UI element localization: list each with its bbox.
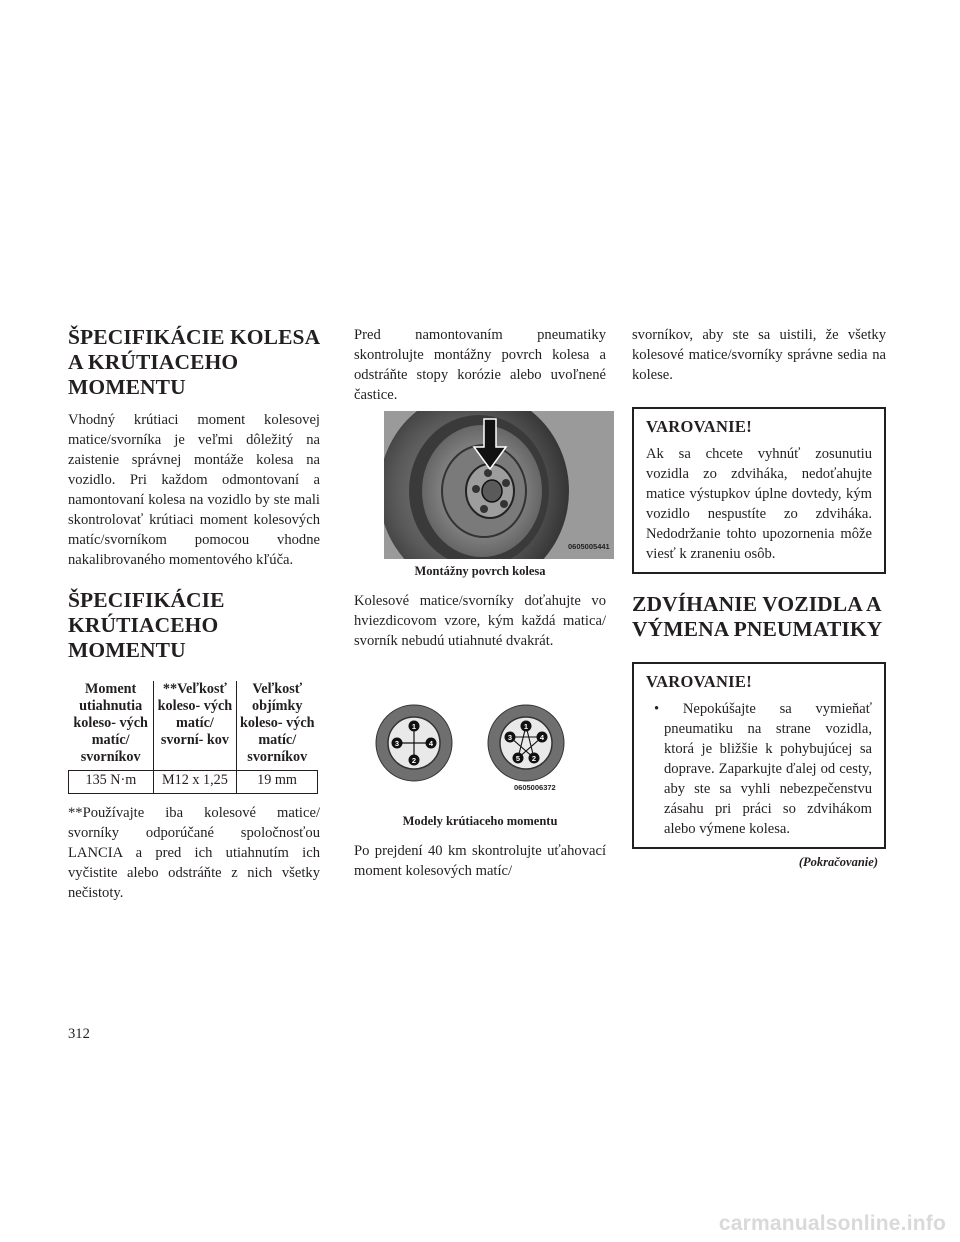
- lug-label: 1: [523, 722, 529, 731]
- lug-label: 3: [394, 739, 400, 748]
- section-heading: ŠPECIFIKÁCIE KOLESA A KRÚTIACEHO MOMENTU: [68, 325, 320, 399]
- torque-pattern-diagram: [354, 691, 606, 803]
- column-middle: [354, 325, 610, 881]
- warning-title: VAROVANIE!: [646, 417, 752, 436]
- watermark: carmanualsonline.info: [718, 1212, 946, 1235]
- lug-label: 4: [428, 739, 434, 748]
- table-cell: M12 x 1,25: [153, 771, 236, 794]
- table-header-cell: **Veľkosť koleso- vých matíc/ svorní- kov: [153, 681, 236, 771]
- table-header-cell: Veľkosť objímky koleso- vých matíc/ svorníkov: [237, 681, 318, 771]
- wheel-mounting-illustration: [384, 411, 614, 559]
- paragraph: Pred namontovaním pneumatiky skontrolujte montážny povrch kolesa a odstráňte stopy korózie alebo uvoľnené častice.: [354, 327, 606, 403]
- table-cell: 135 N·m: [69, 771, 154, 794]
- paragraph: Kolesové matice/svorníky doťahujte vo hviezdicovom vzore, kým každá matica/ svorník nebudú utiahnuté dvakrát.: [354, 593, 606, 649]
- figure-code: 0605006372: [514, 783, 556, 792]
- lug-label: 3: [507, 733, 513, 742]
- page-number: 312: [68, 1026, 90, 1042]
- table-header-row: [69, 681, 318, 771]
- lug-label: 2: [531, 754, 537, 763]
- intro-paragraph: Vhodný krútiaci moment kolesovej matice/svorníka je veľmi dôležitý na zaistenie správnej montáže kolesa na vozidlo. Pri každom odmontovaní a namontovaní kolesa na vozidlo by ste mali skontrolovať krútiaci moment kolesových matíc/svorníkom pomocou vhodne nakalibrovaného momentového kľúča.: [68, 412, 320, 568]
- four-lug-pattern: [376, 705, 452, 781]
- warning-box: [632, 662, 886, 849]
- warning-bullet: • Nepokúšajte sa vymieňať pneumatiku na strane vozidla, ktorá je bližšie k pohybujúcej sa doprave. Zaparkujte ďalej od cesty, aby ste sa vyhli nebezpečenstvu zásahu pri práci so zdvihákom alebo výmene kolesa.: [654, 701, 872, 837]
- warning-text: Ak sa chcete vyhnúť zosunutiu vozidla zo zdviháka, nedoťahujte matice výstupkov úplne dovtedy, kým vozidlo nespustíte zo zdviháka. Nedodržanie tohto upozornenia môže viesť k zraneniu osôb.: [646, 446, 872, 562]
- figure-caption: Modely krútiaceho momentu: [402, 814, 558, 828]
- warning-list: [646, 699, 872, 839]
- paragraph: Po prejdení 40 km skontrolujte uťahovací moment kolesových matíc/: [354, 843, 606, 879]
- figure-code: 0605005441: [568, 542, 610, 551]
- subsection-heading: ŠPECIFIKÁCIE KRÚTIACEHO MOMENTU: [68, 588, 225, 662]
- table-header-cell: Moment utiahnutia koleso- vých matíc/ svorníkov: [69, 681, 154, 771]
- column-right: [632, 325, 886, 870]
- figure-wheel-mounting-surface: [354, 411, 610, 559]
- five-lug-pattern: [488, 705, 564, 781]
- warning-box: [632, 407, 886, 574]
- figure-caption: Montážny povrch kolesa: [414, 564, 546, 578]
- warning-title: VAROVANIE!: [646, 672, 752, 691]
- column-left: [68, 325, 320, 903]
- lug-label: 2: [411, 756, 417, 765]
- figure-torque-patterns: [354, 691, 606, 803]
- table-footnote: **Používajte iba kolesové matice/ svorníky odporúčané spoločnosťou LANCIA a pred ich utiahnutím ich vyčistite alebo odstráňte z nich všetky nečistoty.: [68, 805, 320, 901]
- lug-label: 4: [539, 733, 545, 742]
- lug-label: 1: [411, 722, 417, 731]
- paragraph: svorníkov, aby ste sa uistili, že všetky kolesové matice/svorníky správne sedia na kolese.: [632, 327, 886, 383]
- torque-spec-table: [68, 681, 318, 794]
- table-cell: 19 mm: [237, 771, 318, 794]
- section-heading: ZDVÍHANIE VOZIDLA A VÝMENA PNEUMATIKY: [632, 592, 883, 641]
- table-row: [69, 771, 318, 794]
- continued-note: (Pokračovanie): [798, 855, 878, 869]
- lug-label: 5: [515, 754, 521, 763]
